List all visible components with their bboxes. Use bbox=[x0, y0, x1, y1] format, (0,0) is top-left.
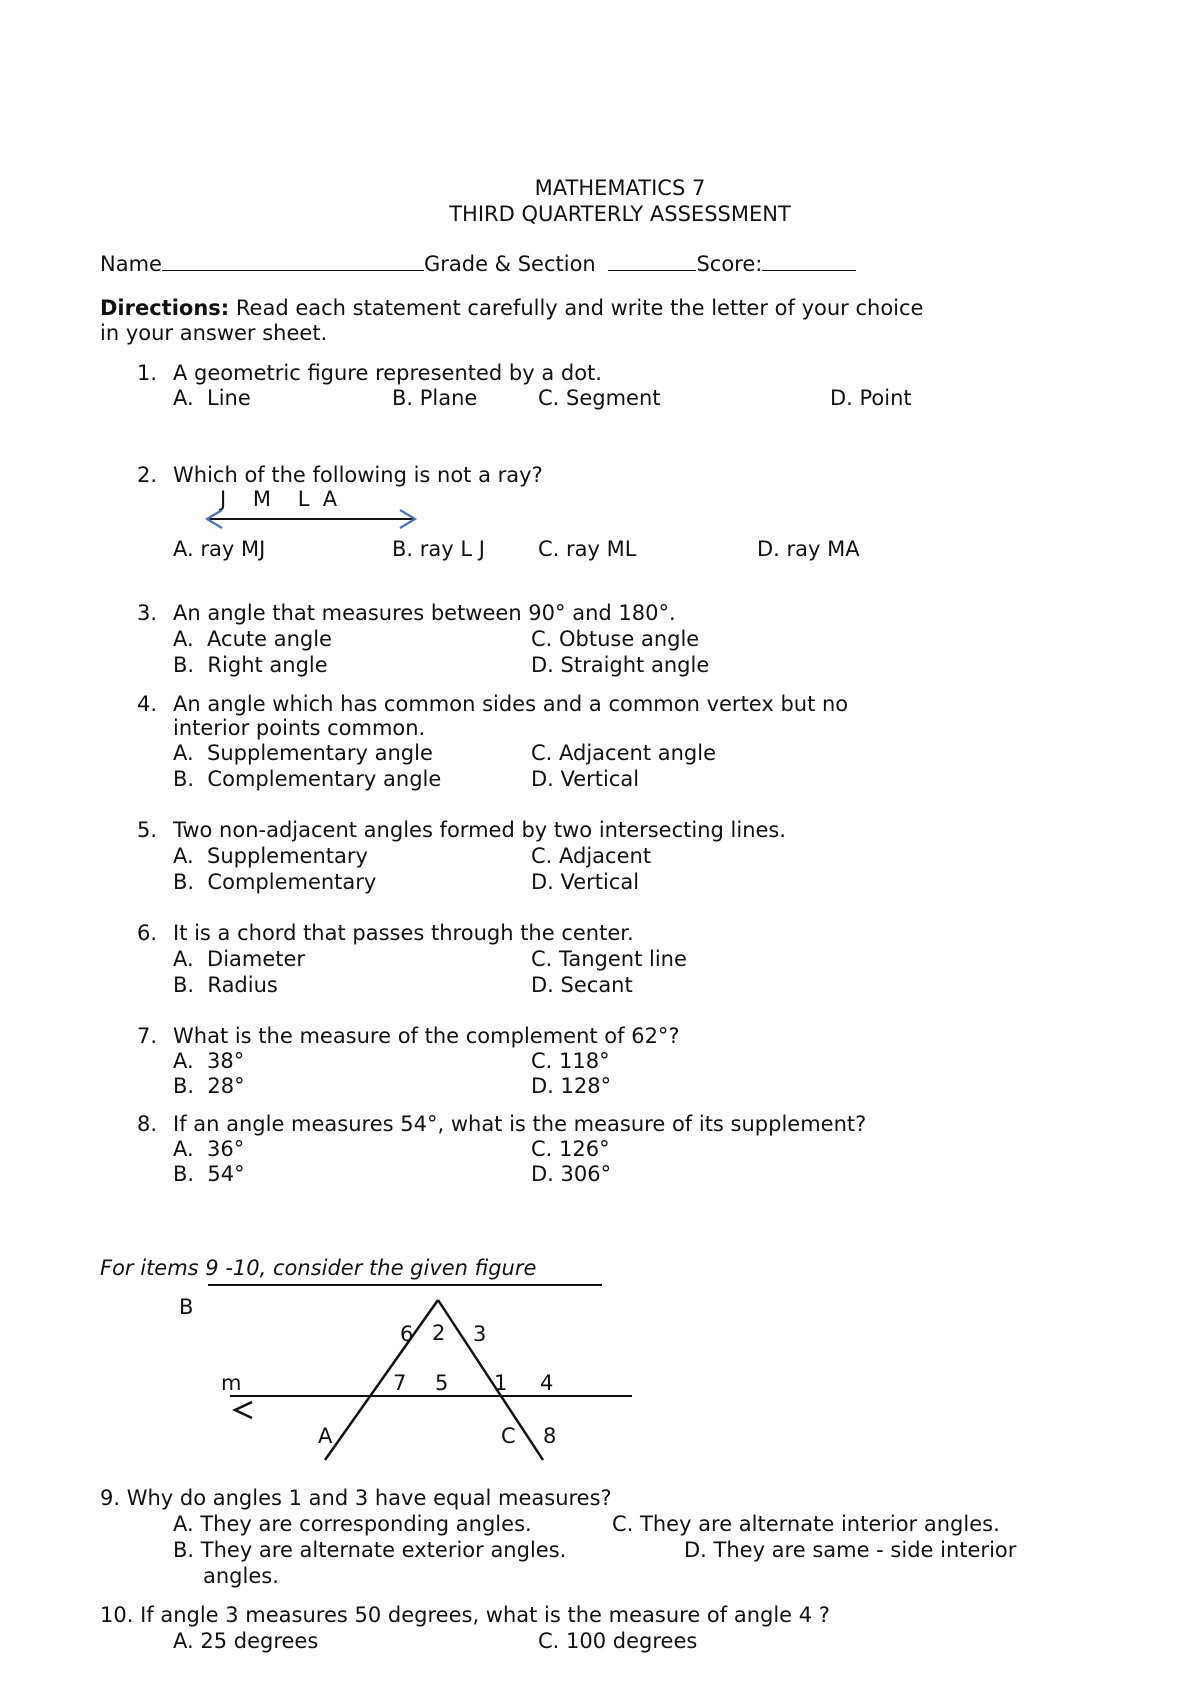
angle-label-3: 3 bbox=[473, 1322, 487, 1346]
q5-number: 5. bbox=[137, 818, 158, 842]
q3-number: 3. bbox=[137, 601, 158, 625]
q10-option-c: C. 100 degrees bbox=[538, 1629, 698, 1653]
q6-option-a: A. Diameter bbox=[173, 947, 306, 971]
q3-option-c: C. Obtuse angle bbox=[531, 627, 700, 651]
q9-option-a: A. They are corresponding angles. bbox=[173, 1512, 532, 1536]
q5-stem: Two non-adjacent angles formed by two intersecting lines. bbox=[173, 818, 787, 842]
angle-label-1: 1 bbox=[494, 1371, 508, 1395]
q8-option-c: C. 126° bbox=[531, 1137, 610, 1161]
q2-option-b: B. ray L J bbox=[392, 537, 485, 561]
q7-option-a: A. 38° bbox=[173, 1049, 245, 1073]
q1-number: 1. bbox=[137, 361, 158, 385]
q10-option-a: A. 25 degrees bbox=[173, 1629, 319, 1653]
q1-stem: A geometric figure represented by a dot. bbox=[173, 361, 602, 385]
q1-option-a: A. Line bbox=[173, 386, 251, 410]
q9-option-b: B. They are alternate exterior angles. bbox=[173, 1538, 567, 1562]
q1-option-b: B. Plane bbox=[392, 386, 478, 410]
q4-option-b: B. Complementary angle bbox=[173, 767, 442, 791]
q5-option-a: A. Supplementary bbox=[173, 844, 368, 868]
directions-line-2: in your answer sheet. bbox=[100, 321, 328, 345]
q6-option-d: D. Secant bbox=[531, 973, 633, 997]
directions-label: Directions: bbox=[100, 296, 230, 320]
angle-label-7: 7 bbox=[393, 1371, 407, 1395]
angle-label-5: 5 bbox=[435, 1371, 449, 1395]
angle-label-6: 6 bbox=[400, 1322, 414, 1346]
grade-label: Grade & Section bbox=[423, 252, 596, 276]
line-m-arrow-icon bbox=[235, 1402, 252, 1418]
q9-option-d-continued: angles. bbox=[203, 1564, 279, 1588]
directions-text: Read each statement carefully and write the letter of your choice bbox=[229, 296, 924, 320]
q8-number: 8. bbox=[137, 1112, 158, 1136]
q3-stem: An angle that measures between 90° and 180°. bbox=[173, 601, 676, 625]
q3-option-b: B. Right angle bbox=[173, 653, 328, 677]
q2-option-c: C. ray ML bbox=[538, 537, 637, 561]
q6-option-b: B. Radius bbox=[173, 973, 278, 997]
q5-option-b: B. Complementary bbox=[173, 870, 377, 894]
q5-option-c: C. Adjacent bbox=[531, 844, 652, 868]
angle-label-4: 4 bbox=[540, 1371, 554, 1395]
q2-option-d: D. ray MA bbox=[757, 537, 860, 561]
figure-intro: For items 9 -10, consider the given figure bbox=[100, 1256, 537, 1280]
name-label: Name bbox=[100, 252, 162, 276]
transversal-a bbox=[325, 1300, 438, 1460]
angle-label-8: 8 bbox=[543, 1424, 557, 1448]
q4-stem-line-1: An angle which has common sides and a common vertex but no bbox=[173, 692, 849, 716]
q1-option-c: C. Segment bbox=[538, 386, 661, 410]
q4-option-d: D. Vertical bbox=[531, 767, 640, 791]
label-a: A bbox=[318, 1424, 333, 1448]
q4-stem-line-2: interior points common. bbox=[173, 716, 426, 740]
q3-option-d: D. Straight angle bbox=[531, 653, 710, 677]
score-label: Score: bbox=[696, 252, 763, 276]
q9-stem: 9. Why do angles 1 and 3 have equal measures? bbox=[100, 1486, 612, 1510]
q6-stem: It is a chord that passes through the center. bbox=[173, 921, 634, 945]
q8-stem: If an angle measures 54°, what is the measure of its supplement? bbox=[173, 1112, 867, 1136]
q2-stem: Which of the following is not a ray? bbox=[173, 463, 543, 487]
q7-option-c: C. 118° bbox=[531, 1049, 610, 1073]
q4-option-c: C. Adjacent angle bbox=[531, 741, 716, 765]
label-m: m bbox=[221, 1371, 242, 1395]
q7-stem: What is the measure of the complement of 62°? bbox=[173, 1024, 680, 1048]
q2-number: 2. bbox=[137, 463, 158, 487]
page-title: MATHEMATICS 7 bbox=[534, 176, 706, 200]
q10-stem: 10. If angle 3 measures 50 degrees, what is the measure of angle 4 ? bbox=[100, 1603, 830, 1627]
q6-option-c: C. Tangent line bbox=[531, 947, 687, 971]
q8-option-a: A. 36° bbox=[173, 1137, 245, 1161]
q4-option-a: A. Supplementary angle bbox=[173, 741, 433, 765]
q5-option-d: D. Vertical bbox=[531, 870, 640, 894]
transversal-c bbox=[438, 1300, 543, 1460]
q7-option-b: B. 28° bbox=[173, 1074, 245, 1098]
q2-option-a: A. ray MJ bbox=[173, 537, 266, 561]
q8-option-d: D. 306° bbox=[531, 1162, 612, 1186]
q1-option-d: D. Point bbox=[830, 386, 912, 410]
q9-option-d: D. They are same - side interior bbox=[684, 1538, 1017, 1562]
angle-label-2: 2 bbox=[432, 1321, 446, 1345]
q3-option-a: A. Acute angle bbox=[173, 627, 332, 651]
q8-option-b: B. 54° bbox=[173, 1162, 245, 1186]
page-subtitle: THIRD QUARTERLY ASSESSMENT bbox=[449, 202, 791, 226]
q2-point-labels: J M L A bbox=[220, 487, 338, 511]
label-b: B bbox=[179, 1295, 194, 1319]
q7-number: 7. bbox=[137, 1024, 158, 1048]
q9-option-c: C. They are alternate interior angles. bbox=[612, 1512, 1000, 1536]
q6-number: 6. bbox=[137, 921, 158, 945]
q4-number: 4. bbox=[137, 692, 158, 716]
label-c: C bbox=[501, 1424, 516, 1448]
q7-option-d: D. 128° bbox=[531, 1074, 612, 1098]
